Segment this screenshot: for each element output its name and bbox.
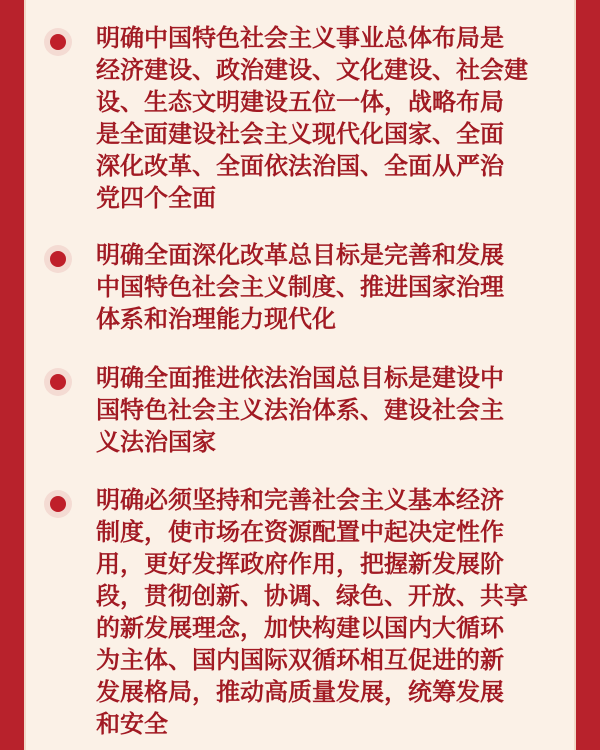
text-line: 和安全 [96, 710, 168, 738]
text-line: 段，贯彻创新、协调、绿色、开放、共享 [96, 582, 528, 610]
list-item-text [96, 239, 566, 335]
text-line: 为主体、国内国际双循环相互促进的新 [96, 646, 504, 674]
text-line: 发展格局，推动高质量发展，统筹发展 [96, 678, 504, 706]
text-line: 国特色社会主义法治体系、建设社会主 [96, 396, 504, 424]
text-line: 党四个全面 [96, 184, 216, 212]
text-line: 明确中国特色社会主义事业总体布局是 [96, 24, 504, 52]
text-line: 体系和治理能力现代化 [96, 305, 336, 333]
text-line: 的新发展理念，加快构建以国内大循环 [96, 614, 504, 642]
text-line: 是全面建设社会主义现代化国家、全面 [96, 120, 504, 148]
text-line: 经济建设、政治建设、文化建设、社会建 [96, 56, 528, 84]
text-line: 设、生态文明建设五位一体，战略布局 [96, 88, 504, 116]
text-line: 明确全面深化改革总目标是完善和发展 [96, 241, 504, 269]
bullet-dot-icon [50, 251, 66, 267]
text-line: 制度，使市场在资源配置中起决定性作 [96, 518, 504, 546]
text-line: 明确全面推进依法治国总目标是建设中 [96, 364, 504, 392]
bullet-dot-icon [50, 496, 66, 512]
bullet-dot-icon [50, 34, 66, 50]
text-line: 明确必须坚持和完善社会主义基本经济 [96, 486, 504, 514]
bullet-dot-icon [50, 374, 66, 390]
text-line: 中国特色社会主义制度、推进国家治理 [96, 273, 504, 301]
text-line: 义法治国家 [96, 428, 216, 456]
text-line: 用，更好发挥政府作用，把握新发展阶 [96, 550, 504, 578]
text-line: 深化改革、全面依法治国、全面从严治 [96, 152, 504, 180]
list-item-text [96, 484, 566, 740]
list-item-text [96, 362, 566, 458]
list-item-text [96, 22, 566, 214]
content-card [24, 0, 576, 750]
